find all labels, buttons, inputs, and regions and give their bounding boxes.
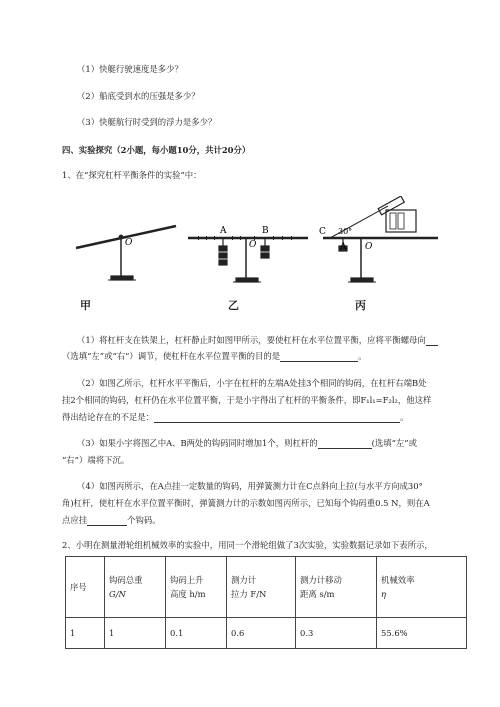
lever-figures [68, 196, 448, 316]
fig-label-yi: 乙 [228, 299, 239, 312]
part1-blank-2 [280, 352, 358, 362]
fig-bing-o-label: O [365, 242, 373, 252]
part2-line-a: （2）如图乙所示，杠杆水平平衡后，小宇在杠杆的左端A处挂3个相同的钩码，在杠杆右端B处 [77, 378, 427, 388]
part1-line-c: 。 [358, 351, 367, 361]
question-1-text: （1）快艇行驶速度是多少？ [77, 64, 183, 74]
header-cell: 钩码总重 G/N [105, 557, 166, 618]
question-3-text: （3）快艇航行时受到的浮力是多少？ [77, 117, 217, 127]
part4-blank [87, 516, 127, 526]
table-cell: 0.1 [166, 618, 227, 649]
fig-jia-o-label: O [125, 238, 133, 248]
figure-jia [76, 226, 176, 280]
table-cell: 1 [105, 618, 166, 649]
part2-blank [154, 413, 400, 423]
fig-label-bing: 丙 [355, 299, 366, 312]
table-cell: 55.6% [377, 618, 467, 649]
table-cell: 0.6 [227, 618, 296, 649]
figure-bing [323, 196, 438, 282]
part2-line-c: 得出结论存在的不足是： [62, 412, 155, 422]
fig-yi-a-label: A [220, 226, 227, 236]
header-cell: 机械效率 η [377, 557, 467, 618]
part1-line-a: （1）将杠杆支在铁架上，杠杆静止时如图甲所示，要使杠杆在水平位置平衡，应将平衡螺母向 [77, 335, 426, 345]
part2-line-b: 挂2个相同的钩码，杠杆仍在水平位置平衡，于是小宇得出了杠杆的平衡条件，即F₁l₁=F₂l₂，他这样 [62, 395, 432, 405]
section-title: 四、实验探究（2小题，每小题10分，共计20分） [62, 145, 251, 155]
table-cell: 1 [66, 618, 105, 649]
part3-line-b: (选填“左”或 [371, 438, 417, 448]
part3-line-c: “右”）端将下沉。 [62, 455, 130, 465]
part4-line-c: 点应挂 [62, 515, 88, 525]
fig-yi-b-label: B [262, 226, 269, 236]
part4-line-d: 个钩码。 [127, 515, 161, 525]
part4-line-a: （4）如图丙所示，在A点挂一定数量的钩码，用弹簧测力计在C点斜向上拉(与水平方向成30° [77, 481, 423, 491]
part3-blank [318, 439, 372, 449]
header-cell: 测力计 拉力 F/N [227, 557, 296, 618]
question-2-text: （2）船底受到水的压强是多少？ [77, 91, 200, 101]
header-cell: 钩码上升 高度 h/m [166, 557, 227, 618]
header-cell: 测力计移动 距离 s/m [296, 557, 377, 618]
fig-label-jia: 甲 [80, 299, 91, 312]
table-cell: 0.3 [296, 618, 377, 649]
fig-bing-angle-label: 30° [338, 227, 353, 236]
header-cell: 序号 [66, 557, 105, 618]
fig-yi-o-label: O [249, 240, 257, 250]
fig-bing-c-label: C [319, 227, 326, 237]
part2-line-d: 。 [400, 412, 409, 422]
table-header-row [66, 557, 467, 618]
table-row [66, 618, 467, 649]
part4-line-b: 角)杠杆，使杠杆在水平位置平衡时，弹簧测力计的示数如图丙所示，已知每个钩码重0.5 N，则在A [62, 498, 430, 508]
fig-bing-a-label: A [340, 242, 347, 252]
pulley-data-table [65, 556, 467, 649]
figure-yi [188, 238, 308, 282]
part1-blank-1 [426, 336, 438, 346]
part3-line-a: （3）如果小宇将图乙中A、B两处的钩码同时增加1个，则杠杆的 [77, 438, 318, 448]
lever-question-intro: 1、在“探究杠杆平衡条件的实验”中： [62, 170, 202, 180]
part1-line-b: （选填“左”或“右”）调节，使杠杆在水平位置平衡的目的是 [62, 351, 281, 361]
pulley-question-intro: 2、小明在测量滑轮组机械效率的实验中，用同一个滑轮组做了3次实验，实验数据记录如下表所示， [62, 540, 433, 550]
